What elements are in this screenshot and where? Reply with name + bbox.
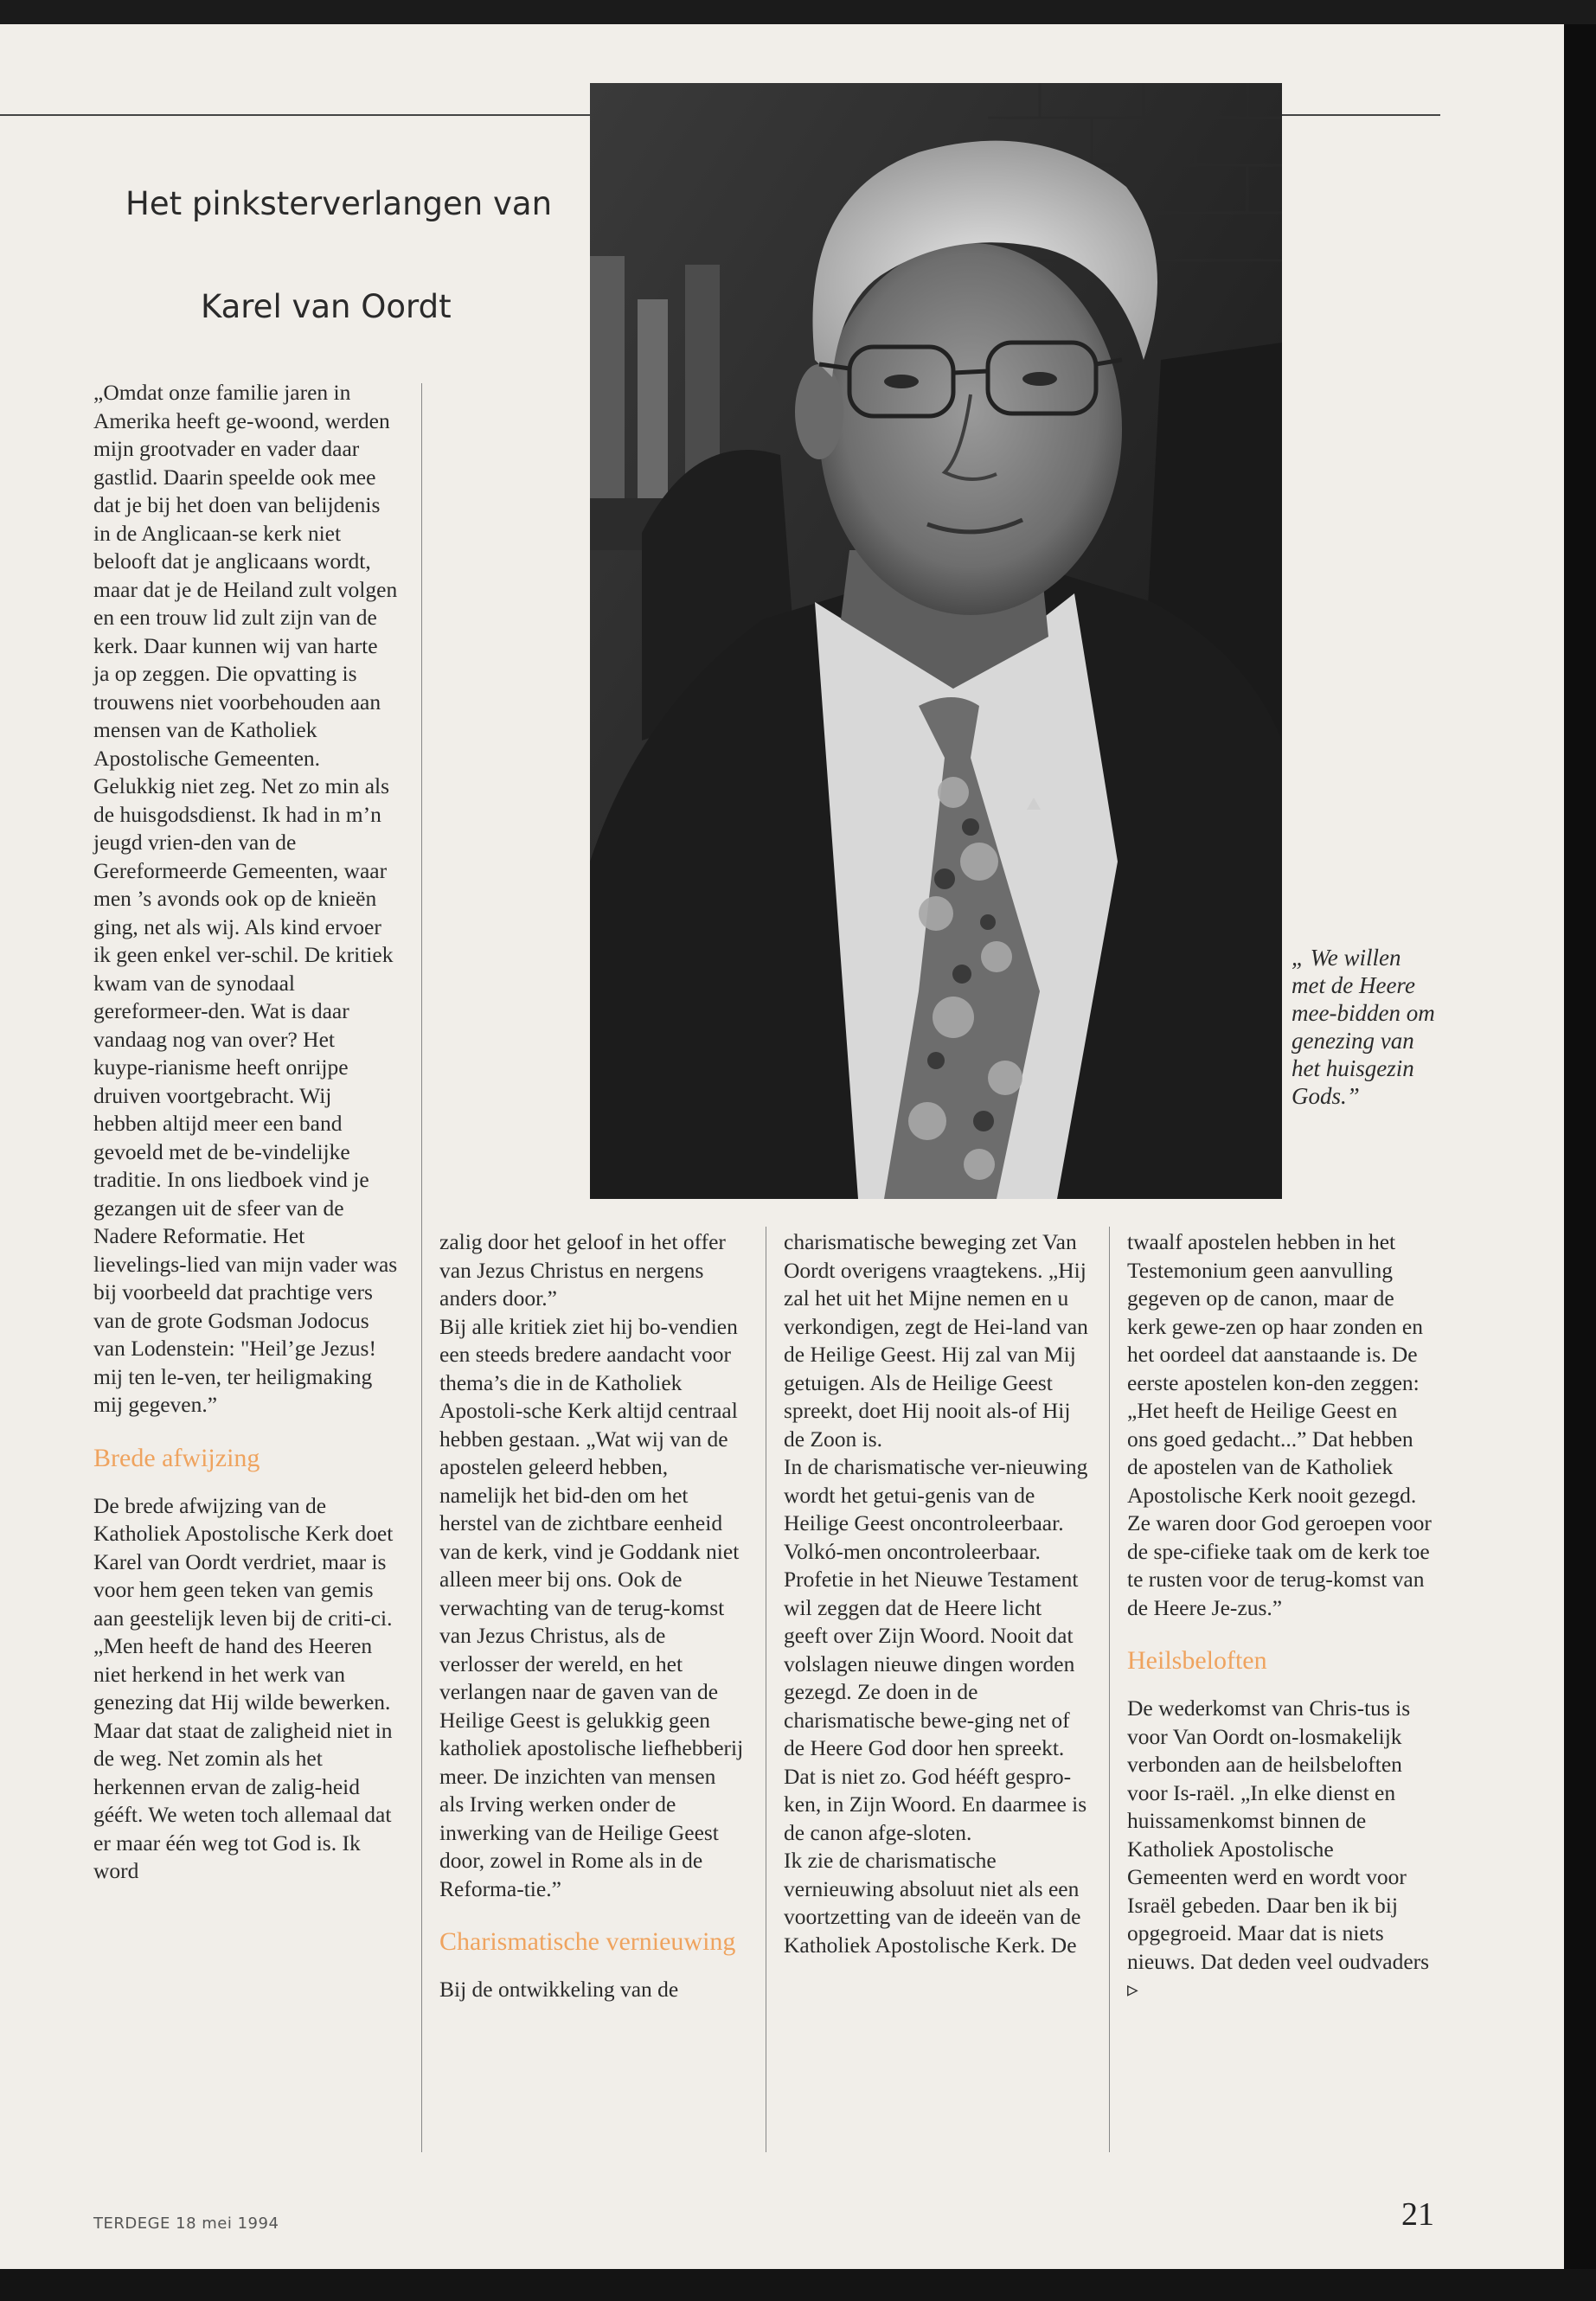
paragraph: Bij alle kritiek ziet hij bo-vendien een steeds bredere aandacht voor thema’s die in de Katholiek Apostoli-sche Kerk altijd centraal hebben gestaan. „Wat wij van de apostelen geleerd hebben, namelijk het bid-den om het herstel van de zichtbare eenheid van de kerk, vind je Goddank niet alleen meer bij ons. Ook de verwachting van de terug-komst van Jezus Christus, als de verlosser der wereld, en het verlangen naar de gaven van de Heilige Geest is gelukkig geen katholiek apostolische liefhebberij meer. De inzichten van mensen als Irving werken onder de inwerking van de Heilige Geest door, zowel in Rome als in de Reforma-tie.” [439,1313,744,1901]
article-title-line1: Het pinksterverlangen van [125,185,553,222]
paragraph: In de charismatische ver-nieuwing wordt het getui-genis van de Heilige Geest oncontroleerbaar. Volkó-men oncontroleerbaar. Profetie in het Nieuwe Testament wil zeggen dat de Heere licht geeft over Zijn Woord. Nooit dat volslagen nieuwe dingen worden gezegd. Ze doen in de charismatische bewe-ging net of de Heere God door hen spreekt. Dat is niet zo. God hééft gespro-ken, in Zijn Woord. En daarmee is de canon afge-sloten. [784,1454,1088,1845]
column-divider [1109,1227,1110,2152]
paragraph: Ik zie de charismatische vernieuwing absoluut niet als een voortzetting van de ideeën van de Katholiek Apostolische Kerk. De [784,1848,1081,1958]
subheading-heilsbeloften: Heilsbeloften [1127,1646,1267,1675]
paragraph: „Omdat onze familie jaren in Amerika heeft ge-woond, werden mijn grootvader en vader daar gastlid. Daarin speelde ook mee dat je bij het doen van belijdenis in de Anglicaan-se kerk niet belooft dat je anglicaans wordt, maar dat je de Heiland zult volgen en een trouw lid zult zijn van de kerk. Daar kunnen wij van harte ja op zeggen. Die opvatting is trouwens niet voorbehouden aan mensen van de Katholiek Apostolische Gemeenten. Gelukkig niet zeg. Net zo min als de huisgodsdienst. Ik had in m’n jeugd vrien-den van de Gereformeerde Gemeenten, waar men ’s avonds ook op de knieën ging, net als wij. Als kind ervoer ik geen enkel ver-schil. De kritiek kwam van de synodaal gereformeer-den. Wat is daar vandaag nog van over? Het kuype-rianisme heeft onrijpe druiven voortgebracht. Wij hebben altijd meer een band gevoeld met de be-vindelijke traditie. In ons liedboek vind je gezangen uit de sfeer van de Nadere Reformatie. Het lievelings-lied van mijn vader was bij voorbeeld dat prachtige vers van de grote Godsman Jodocus van Lodenstein: "Heil’ge Jezus! mij ten le-ven, ter heiligmaking mij gegeven.” [93,380,398,1417]
scan-edge-right [1564,24,1596,2301]
text-column-3 [784,1228,1088,1959]
paragraph: De brede afwijzing van de Katholiek Apostolische Kerk doet Karel van Oordt verdriet, maar is voor hem geen teken van gemis aan geestelijk leven bij de criti-ci. „Men heeft de hand des Heeren niet herkend in het werk van genezing dat Hij wilde bewerken. Maar dat staat de zaligheid niet in de weg. Net zomin als het herkennen ervan de zalig-heid gééft. We weten toch allemaal dat er maar één weg tot God is. Ik word [93,1492,394,1883]
paragraph: De wederkomst van Chris-tus is voor Van Oordt on-losmakelijk verbonden aan de heilsbeloften voor Is-raël. „In elke dienst en huissamenkomst binnen de Katholiek Apostolische Gemeenten werd en wordt voor Israël gebeden. Daar ben ik bij opgegroeid. Maar dat is niets nieuws. Dat deden veel oudvaders ▹ [1127,1695,1430,2002]
paragraph: twaalf apostelen hebben in het Testemonium geen aanvulling gegeven op de canon, maar de kerk gewe-zen op haar zonden en het oordeel dat aanstaande is. De eerste apostelen kon-den zeggen: „Het heeft de Heilige Geest en ons goed gedacht...” Dat hebben de apostelen van de Katholiek Apostolische Kerk nooit gezegd. Ze waren door God geroepen voor de spe-cifieke taak om de kerk toe te rusten voor de terug-komst van de Heere Je-zus.” [1127,1229,1432,1620]
text-column-1 [93,379,398,1886]
page-number: 21 [1401,2196,1434,2233]
subheading-brede-afwijzing: Brede afwijzing [93,1443,260,1472]
portrait-photo [590,83,1282,1199]
scan-edge-bottom [0,2269,1596,2301]
pull-quote: „ We willen met de Heere mee-bidden om genezing van het huisgezin Gods.” [1292,945,1435,1109]
paragraph: Bij de ontwikkeling van de [439,1977,679,2002]
text-column-2 [439,1228,744,2004]
paragraph: zalig door het geloof in het offer van Jezus Christus en nergens anders door.” [439,1229,726,1311]
magazine-footer: TERDEGE 18 mei 1994 [93,2214,279,2233]
magazine-page [0,24,1566,2269]
paragraph: charismatische beweging zet Van Oordt overigens vraagtekens. „Hij zal het uit het Mijne nemen en u verkondigen, zegt de Hei-land van de Heilige Geest. Hij zal van Mij getuigen. Als de Heilige Geest spreekt, doet Hij nooit als-of Hij de Zoon is. [784,1229,1088,1452]
article-title-line2: Karel van Oordt [201,288,452,325]
text-column-4 [1127,1228,1432,2004]
subheading-charismatische-vernieuwing: Charismatische vernieuwing [439,1927,736,1956]
column-divider [421,383,422,2152]
